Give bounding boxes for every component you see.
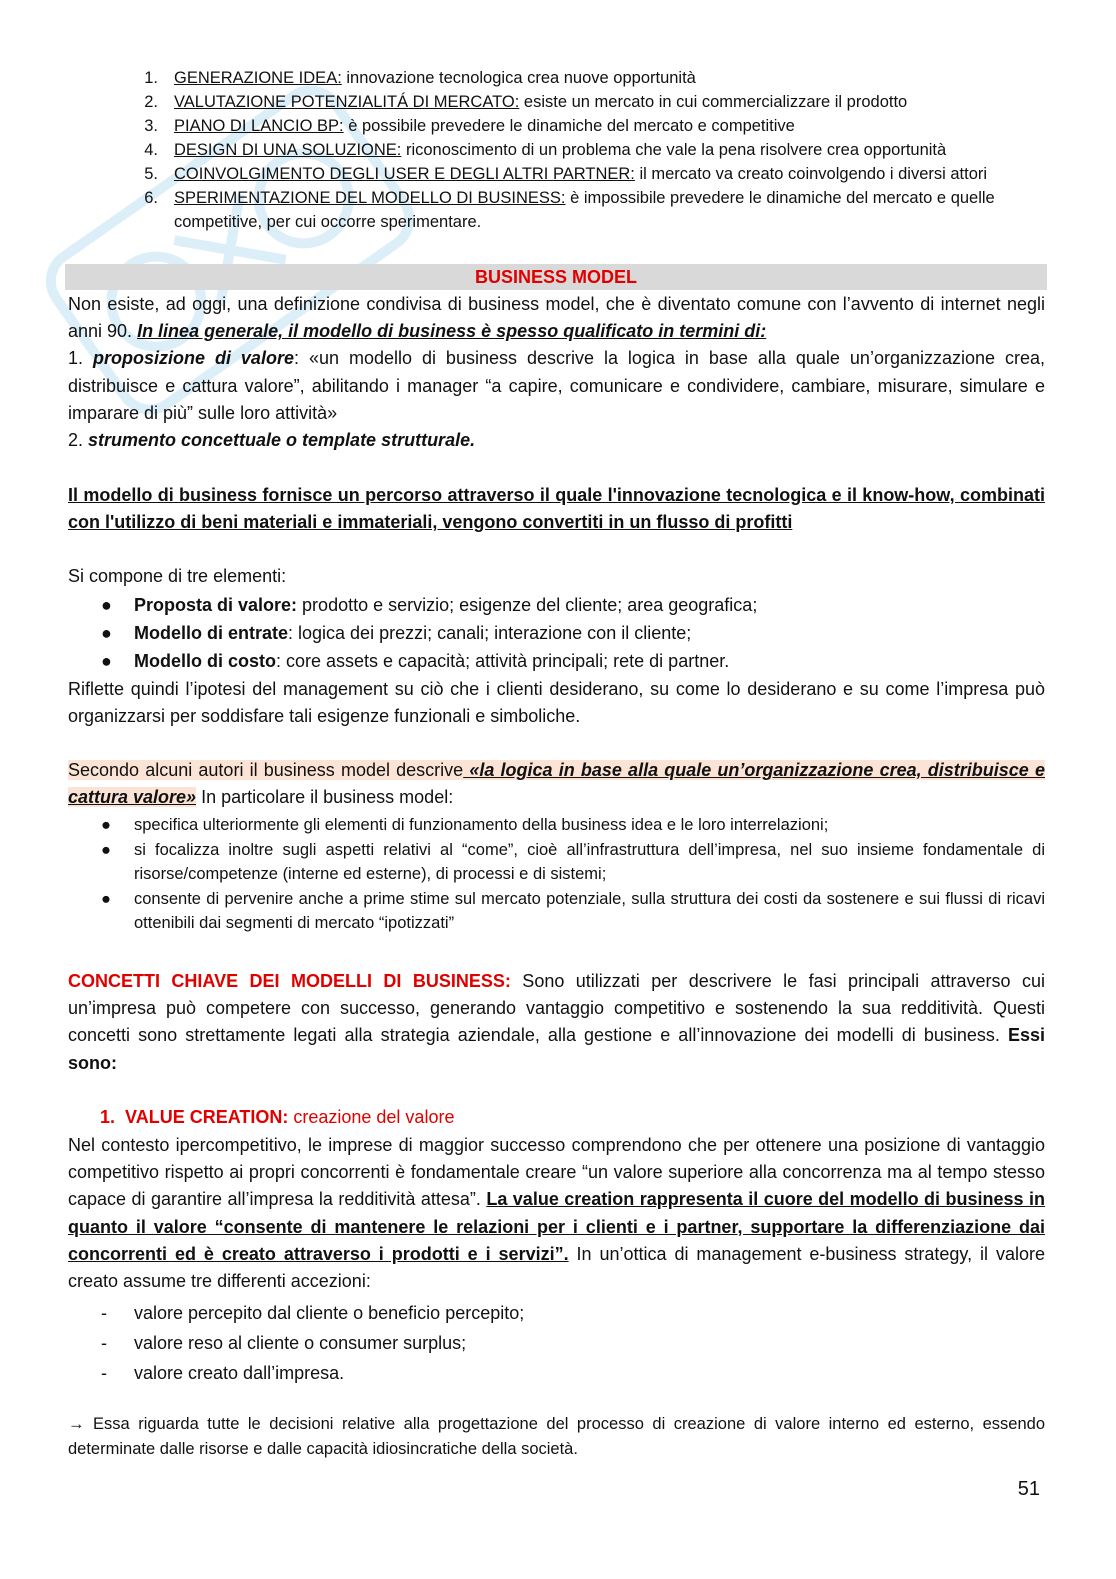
elements-list [68,591,1045,675]
list-item: 4. DESIGN DI UNA SOLUZIONE: riconoscimento di un problema che vale la pena risolvere crea opportunità [144,141,947,159]
list-item: 3. PIANO DI LANCIO BP: è possibile prevedere le dinamiche del mercato e competitive [144,117,795,135]
phases-list [130,66,1050,234]
list-item: 6. SPERIMENTAZIONE DEL MODELLO DI BUSINESS: è impossibile prevedere le dinamiche del mercato e quelle competitive, per cui occorre sperimentare. [144,189,995,231]
list-item: - valore reso al cliente o consumer surplus; [101,1333,467,1353]
elements-intro: Si compone di tre elementi: [68,566,287,586]
list-item: ● Modello di costo: core assets e capacità; attività principali; rete di partner. [101,651,730,671]
list-item: ● Modello di entrate: logica dei prezzi; canali; interazione con il cliente; [101,623,692,643]
list-item: 1. GENERAZIONE IDEA: innovazione tecnologica crea nuove opportunità [144,69,696,87]
list-item: ● specifica ulteriormente gli elementi di funzionamento della business idea e le loro interrelazioni; [101,816,829,834]
list-item: ● Proposta di valore: prodotto e servizio; esigenze del cliente; area geografica; [101,595,758,615]
list-item: ● si focalizza inoltre sugli aspetti relativi al “come”, cioè all’infrastruttura dell’impresa, nel suo insieme fondamentale di risorse/competenze (interne ed esterne), di processi e di sistemi; [101,840,1045,883]
authors-paragraph: Secondo alcuni autori il business model descrive «la logica in base alla quale un’organizzazione crea, distribuisce e cattura valore» In particolare il business model: [68,760,1045,808]
list-item: ● consente di pervenire anche a prime stime sul mercato potenziale, sulla struttura dei costi da sostenere e sui flussi di ricavi ottenibili dai segmenti di mercato “ipotizzati” [101,889,1045,932]
intro-paragraph: Non esiste, ad oggi, una definizione condivisa di business model, che è diventato comune con l’avvento di internet negli anni 90. In linea generale, il modello di business è spesso qualificato in termini di: 1. proposizione di valore: «un modello di business descrive la logica in base alla quale un’organizzazione crea, distribuisce e cattura valore”, abilitando i manager “a capire, comunicare e condividere, cambiare, misurare, simulare e imparare di più” sulle loro attività» 2. strumento concettuale o template strutturale. [68,294,1046,451]
key-concepts-paragraph: CONCETTI CHIAVE DEI MODELLI DI BUSINESS: Sono utilizzati per descrivere le fasi principali attraverso cui un’impresa può competere con successo, generando vantaggio competitivo e sostenendo la sua redditività. Questi concetti sono strettamente legati alla strategia aziendale, alla gestione e all’innovazione dei modelli di business. Essi sono: [68,971,1046,1073]
list-item: - valore percepito dal cliente o beneficio percepito; [101,1303,525,1323]
value-creation-heading: 1. VALUE CREATION: creazione del valore [100,1107,455,1127]
elements-summary: Riflette quindi l’ipotesi del management su ciò che i clienti desiderano, su come lo desiderano e su come l’impresa può organizzarsi per soddisfare tali esigenze funzionali e simboliche. [68,679,1045,727]
list-item: - valore creato dall’impresa. [101,1363,345,1383]
value-types-list [68,1298,1045,1388]
page-number: 51 [1017,1478,1040,1500]
list-item: 2. VALUTAZIONE POTENZIALITÁ DI MERCATO: esiste un mercato in cui commercializzare il prodotto [144,93,908,111]
arrow-icon: → [68,1415,85,1433]
section-heading-band [65,264,1047,290]
closing-note: → Essa riguarda tutte le decisioni relative alla progettazione del processo di creazione di valore interno ed esterno, essendo determinate dalle risorse e dalle capacità idiosincratiche della società. [68,1415,1045,1458]
business-model-points [68,813,1045,936]
section-title: BUSINESS MODEL [474,267,638,287]
definition-statement: Il modello di business fornisce un percorso attraverso il quale l'innovazione tecnologica e il know-how, combinati con l'utilizzo di beni materiali e immateriali, vengono convertiti in un flusso di profitti [68,485,1045,533]
list-item: 5. COINVOLGIMENTO DEGLI USER E DEGLI ALTRI PARTNER: il mercato va creato coinvolgendo i diversi attori [144,165,988,183]
value-creation-paragraph: Nel contesto ipercompetitivo, le imprese di maggior successo comprendono che per ottenere una posizione di vantaggio competitivo rispetto ai propri concorrenti è fondamentale creare “un valore superiore alla concorrenza ma al tempo stesso capace di garantire all’impresa la redditività attesa”. La value creation rappresenta il cuore del modello di business in quanto il valore “consente di mantenere le relazioni per i clienti e i partner, supportare la differenziazione dai concorrenti ed è creato attraverso i prodotti e i servizi”. In un’ottica di management e-business strategy, il valore creato assume tre differenti accezioni: [68,1135,1045,1292]
